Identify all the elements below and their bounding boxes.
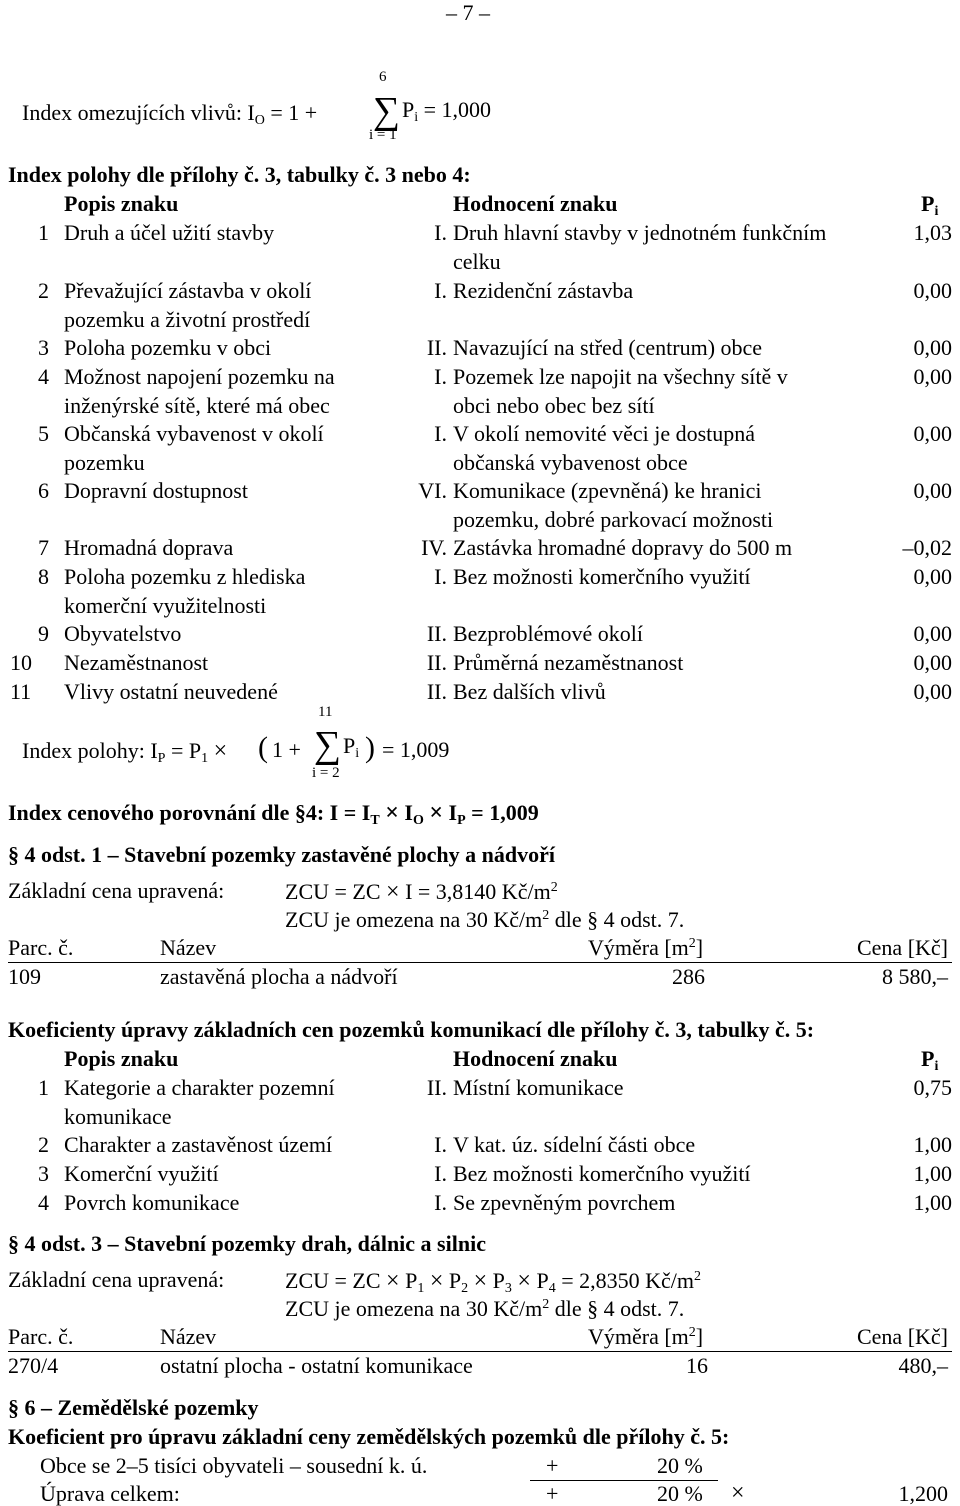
sum-lower: i = 2 [312,765,340,781]
row-popis: Kategorie a charakter pozemní [64,1075,335,1100]
parcel-price: 8 580,– [882,964,948,989]
col-cena: Cena [Kč] [856,1324,948,1349]
divider [8,962,952,963]
row-popis: Občanská vybavenost v okolí [64,421,324,446]
section2-heading: § 4 odst. 1 – Stavební pozemky zastavěné plochy a nádvoří [8,842,555,867]
row-hodnoceni: V okolí nemovité věci je dostupná [453,421,756,446]
row-hodnoceni: Bezproblémové okolí [453,621,644,646]
col-nazev: Název [160,935,217,960]
section3-heading: Koeficienty úpravy základních cen pozemků komunikací dle přílohy č. 3, tabulky č. 5: [8,1017,815,1042]
row-popis: Obyvatelstvo [64,621,182,646]
row-pi-value: –0,02 [902,535,952,560]
paragraph-icon: § [587,1296,599,1321]
parcel-area: 16 [686,1353,708,1378]
row-popis: Povrch komunikace [64,1190,240,1215]
row-rank: I. [434,1132,447,1157]
col-pi: Pi [921,1046,939,1074]
row-hodnoceni: Bez možnosti komerčního využití [453,1161,751,1186]
row-rank: I. [434,278,447,303]
row-hodnoceni: Rezidenční zástavba [453,278,634,303]
row-number: 9 [38,621,49,646]
zcu-note: ZCU je omezena na 30 $Kč/m^2$ dle § 4 odst. 7. [285,907,685,932]
col-hodnoceni: Hodnocení znaku [453,1046,618,1071]
row-rank: VI. [418,478,447,503]
row-number: 11 [10,679,32,704]
row-pi-value: 1,00 [913,1190,952,1215]
row-hodnoceni: Zastávka hromadné dopravy do 500 m [453,535,793,560]
index-cen-line: Index cenového porovnání dle §4: I = IT × IO × IP = 1,009 [8,800,539,828]
paragraph-icon: § [8,1231,19,1256]
row-popis: Hromadná doprava [64,535,234,560]
row-popis: Poloha pozemku v obci [64,335,272,360]
row-popis: Komerční využití [64,1161,219,1186]
row-popis-cont: komerční využitelnosti [64,593,267,618]
row-rank: II. [426,650,447,675]
row-hodnoceni: Průměrná nezaměstnanost [453,650,684,675]
row-pi-value: 1,03 [913,220,952,245]
section5-subheading: Koeficient pro úpravu základní ceny zemědělských pozemků dle přílohy č. 5: [8,1424,730,1449]
total-label: Úprava celkem: [40,1481,180,1506]
row-pi-value: 0,00 [913,679,952,704]
parcel-area: 286 [672,964,705,989]
row-number: 4 [38,1190,49,1215]
row-number: 2 [38,1132,49,1157]
row-hodnoceni: Navazující na střed (centrum) obce [453,335,763,360]
zcu-note: ZCU je omezena na 30 $Kč/m^2$ dle § 4 odst. 7. [285,1296,685,1321]
row-pi-value: 0,00 [913,478,952,503]
row-popis-cont: pozemku [64,450,145,475]
col-vymera: Výměra $[m^2]$ [588,935,704,960]
row-pi-value: 0,75 [913,1075,952,1100]
row-popis: Poloha pozemku z hlediska [64,564,306,589]
zcu-label: Základní cena upravená: [8,1267,225,1292]
zcu-label: Základní cena upravená: [8,878,225,903]
col-nazev: Název [160,1324,217,1349]
row-number: 1 [38,220,49,245]
row-hodnoceni: V kat. úz. sídelní části obce [453,1132,696,1157]
paragraph-icon: § [8,1395,19,1420]
row-popis: Možnost napojení pozemku na [64,364,335,389]
parcel-number: 109 [8,964,41,989]
paragraph-icon: § [587,907,599,932]
index-o-result: = 1,000 [423,97,492,122]
row-pi-value: 0,00 [913,650,952,675]
parcel-name: zastavěná plocha a nádvoří [160,964,398,989]
index-p-label: Index polohy: I [22,738,158,763]
row-pi-value: 0,00 [913,621,952,646]
row-number: 1 [38,1075,49,1100]
row-rank: I. [434,1190,447,1215]
col-pi: Pi [921,191,939,219]
row-rank: IV. [421,535,447,560]
row-number: 8 [38,564,49,589]
col-popis: Popis znaku [64,191,179,216]
row-popis-cont: pozemku a životní prostředí [64,307,311,332]
zcu-formula: ZCU = ZC × I = 3,8140 $Kč/m^2$ [285,879,558,905]
zcu-formula: ZCU = ZC × P1 × P2 × P3 × P4 = 2,8350 $Kč/m^2$ [285,1268,702,1296]
section5-heading: § 6 – Zemědělské pozemky [8,1395,259,1420]
row-number: 3 [38,335,49,360]
row-pi-value: 0,00 [913,364,952,389]
coef-row-label: Obce se 2–5 tisíci obyvateli – sousední k. ú. [40,1453,428,1478]
row-popis-cont: komunikace [64,1104,172,1129]
parcel-price: 480,– [898,1353,948,1378]
total-percent: 20 % [657,1481,703,1506]
row-hodnoceni: Bez dalších vlivů [453,679,606,704]
row-number: 10 [10,650,32,675]
row-pi-value: 1,00 [913,1132,952,1157]
row-number: 2 [38,278,49,303]
row-popis: Nezaměstnanost [64,650,209,675]
row-rank: II. [426,1075,447,1100]
row-hodnoceni-cont: pozemku, dobré parkovací možnosti [453,507,774,532]
row-number: 4 [38,364,49,389]
row-pi-value: 1,00 [913,1161,952,1186]
sum-upper: 11 [318,704,333,720]
col-parc: Parc. č. [8,1324,74,1349]
row-number: 5 [38,421,49,446]
row-hodnoceni-cont: obci nebo obec bez sítí [453,393,655,418]
multiply-icon: × [731,1480,745,1506]
row-popis-cont: inženýrské sítě, které má obec [64,393,330,418]
index-o-label: Index omezujících vlivů: I [22,100,255,125]
row-rank: I. [434,421,447,446]
row-pi-value: 0,00 [913,335,952,360]
row-rank: I. [434,364,447,389]
sigma-symbol: ∑ [314,724,342,766]
col-parc: Parc. č. [8,935,74,960]
row-hodnoceni: Komunikace (zpevněná) ke hranici [453,478,762,503]
row-hodnoceni: Druh hlavní stavby v jednotném funkčním [453,220,827,245]
row-number: 6 [38,478,49,503]
row-number: 7 [38,535,49,560]
paragraph-icon: § [294,800,306,825]
col-cena: Cena [Kč] [856,935,948,960]
col-popis: Popis znaku [64,1046,179,1071]
parcel-name: ostatní plocha - ostatní komunikace [160,1353,473,1378]
row-popis: Vlivy ostatní neuvedené [64,679,278,704]
index-p-result: = 1,009 [382,737,450,762]
row-rank: II. [426,335,447,360]
sum-lower: i = 1 [369,127,397,143]
coef-row-value: 20 % [657,1453,703,1478]
row-popis: Dopravní dostupnost [64,478,248,503]
row-rank: II. [426,621,447,646]
section4-heading: § 4 odst. 3 – Stavební pozemky drah, dálnic a silnic [8,1231,486,1256]
row-popis: Druh a účel užití stavby [64,220,275,245]
col-hodnoceni: Hodnocení znaku [453,191,618,216]
row-rank: I. [434,564,447,589]
row-hodnoceni: Pozemek lze napojit na všechny sítě v [453,364,788,389]
sigma-symbol: ∑ [373,90,401,132]
row-pi-value: 0,00 [913,421,952,446]
row-hodnoceni-cont: občanská vybavenost obce [453,450,688,475]
paragraph-icon: § [8,842,19,867]
row-pi-value: 0,00 [913,564,952,589]
section1-heading: Index polohy dle přílohy č. 3, tabulky č. 3 nebo 4: [8,162,471,187]
col-vymera: Výměra $[m^2]$ [588,1324,704,1349]
row-rank: II. [426,679,447,704]
row-rank: I. [434,220,447,245]
total-result: 1,200 [898,1481,948,1506]
row-hodnoceni-cont: celku [453,249,501,274]
row-rank: I. [434,1161,447,1186]
row-popis: Charakter a zastavěnost území [64,1132,333,1157]
row-hodnoceni: Bez možnosti komerčního využití [453,564,751,589]
divider [8,1351,952,1352]
coef-row-sign: + [546,1453,559,1478]
row-hodnoceni: Místní komunikace [453,1075,624,1100]
row-popis: Převažující zástavba v okolí [64,278,312,303]
row-number: 3 [38,1161,49,1186]
page-number: – 7 – [446,0,490,25]
total-sign: + [546,1481,559,1506]
sum-upper: 6 [379,69,387,85]
row-pi-value: 0,00 [913,278,952,303]
parcel-number: 270/4 [8,1353,59,1378]
row-hodnoceni: Se zpevněným povrchem [453,1190,676,1215]
